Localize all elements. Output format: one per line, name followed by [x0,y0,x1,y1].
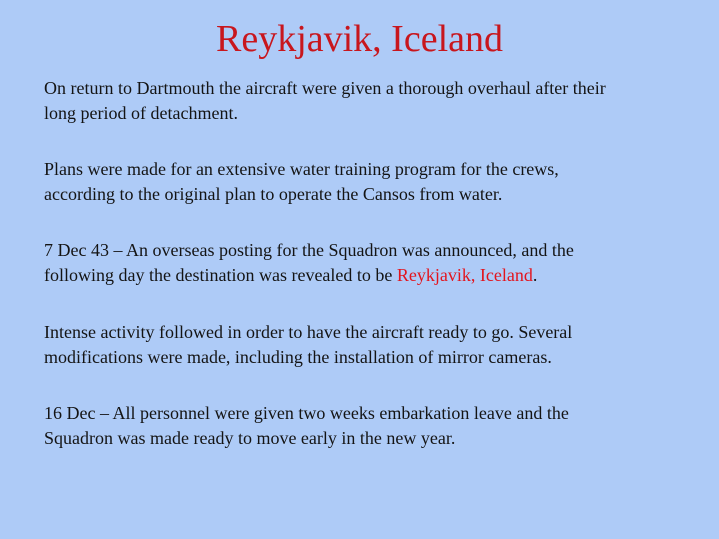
paragraph-line-prefix: following day the destination was revealed to be [44,265,397,285]
paragraph-line: modifications were made, including the installation of mirror cameras. [44,347,552,367]
paragraph-embarkation-leave [44,401,684,451]
paragraph-return-to-dartmouth [44,76,684,126]
paragraph-line-suffix: . [532,265,538,285]
paragraph-line: On return to Dartmouth the aircraft were given a thorough overhaul after their [44,78,606,98]
paragraph-line: 7 Dec 43 – An overseas posting for the Squadron was announced, and the [44,240,574,260]
highlighted-destination: Reykjavik, Iceland [396,265,533,285]
paragraph-line: Squadron was made ready to move early in the new year. [44,428,456,448]
slide-title: Reykjavik, Iceland [215,18,503,60]
paragraph-line: according to the original plan to operate the Cansos from water. [44,184,503,204]
paragraph-line: long period of detachment. [44,103,238,123]
paragraph-water-training [44,157,684,207]
paragraph-line: Plans were made for an extensive water training program for the crews, [44,159,559,179]
paragraph-overseas-posting [44,238,684,288]
paragraph-intense-activity [44,320,684,370]
paragraph-line: Intense activity followed in order to have the aircraft ready to go. Several [44,322,573,342]
paragraph-line: 16 Dec – All personnel were given two weeks embarkation leave and the [44,403,569,423]
